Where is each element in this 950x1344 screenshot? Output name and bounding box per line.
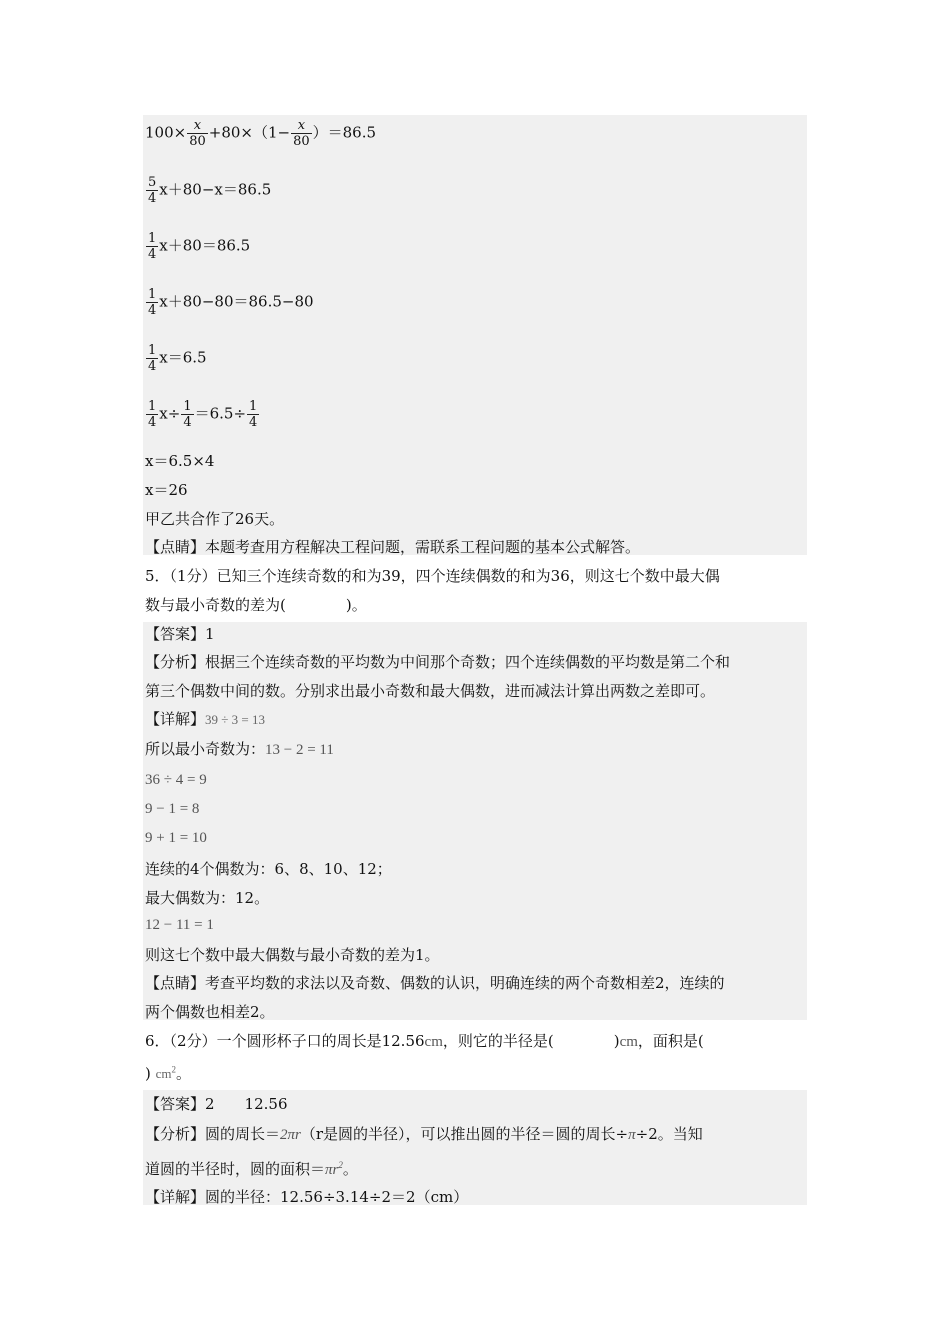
math-expression: 9 + 1 = 10: [145, 830, 207, 846]
question-5-line-2: 数与最小奇数的差为( )。: [145, 596, 367, 614]
unit-cm2: $cm^2$: [155, 1065, 177, 1082]
equation-7: x＝6.5×4: [145, 452, 215, 470]
answer-text: 【答案】1: [145, 625, 215, 643]
equation-6: $\frac{1}{4}$ x÷ $\frac{1}{4}$ ＝6.5÷ $\frac{1}{4}$: [148, 399, 258, 430]
fraction: $\frac{1}{4}$: [148, 231, 157, 262]
math-expression: 9 − 1 = 8: [145, 801, 200, 817]
equation-3: $\frac{1}{4}$ x＋80＝86.5: [148, 231, 251, 262]
circumference-formula: 2πr: [280, 1127, 301, 1143]
fraction: $\frac{x}{80}$: [189, 118, 206, 149]
analysis-line-2: 第三个偶数中间的数。分别求出最小奇数和最大偶数，进而减法计算出两数之差即可。: [145, 682, 716, 700]
fraction: $\frac{1}{4}$: [148, 343, 157, 374]
fraction: $\frac{5}{4}$: [148, 175, 157, 206]
equation-5: $\frac{1}{4}$ x＝6.5: [148, 343, 207, 374]
pi-symbol: π: [628, 1127, 636, 1143]
question-5-line-1: 5．（1分）已知三个连续奇数的和为39，四个连续偶数的和为36，则这七个数中最大偶: [145, 567, 720, 585]
area-formula: $\pi r^2$: [325, 1160, 343, 1178]
equation-1: 100× $\frac{x}{80}$ +80×（1− $\frac{x}{80}$ ）＝86.5: [145, 118, 377, 149]
equation-4: $\frac{1}{4}$ x＋80−80＝86.5−80: [148, 287, 314, 318]
unit-cm: cm: [424, 1034, 443, 1050]
math-expression: 39 ÷ 3 = 13: [205, 712, 265, 727]
equation-8: x＝26: [145, 481, 188, 499]
comment-text: 【点睛】本题考查用方程解决工程问题，需联系工程问题的基本公式解答。: [145, 538, 641, 556]
result-text: 则这七个数中最大偶数与最小奇数的差为1。: [145, 946, 440, 964]
fraction: $\frac{1}{4}$: [249, 399, 258, 430]
fraction: $\frac{1}{4}$: [148, 287, 157, 318]
question-6-line-1: 6．（2分）一个圆形杯子口的周长是12.56cm，则它的半径是( )cm，面积是(: [145, 1032, 704, 1050]
fraction: $\frac{1}{4}$: [183, 399, 192, 430]
fraction: $\frac{1}{4}$: [148, 399, 157, 430]
comment-line-1: 【点睛】考查平均数的求法以及奇数、偶数的认识，明确连续的两个奇数相差2，连续的: [145, 974, 725, 992]
detail-line: 【详解】圆的半径：12.56÷3.14÷2＝2（cm）: [145, 1188, 469, 1206]
math-expression: 36 ÷ 4 = 9: [145, 772, 207, 788]
comment-line-2: 两个偶数也相差2。: [145, 1003, 275, 1021]
question-6-line-2: ) $cm^2$。: [145, 1064, 192, 1083]
max-even-text: 最大偶数为：12。: [145, 889, 270, 907]
fraction: $\frac{x}{80}$: [293, 118, 310, 149]
min-odd-line: 所以最小奇数为：13 − 2 = 11: [145, 740, 334, 758]
unit-cm: cm: [619, 1034, 638, 1050]
analysis-line-1: 【分析】根据三个连续奇数的平均数为中间那个奇数；四个连续偶数的平均数是第二个和: [145, 653, 731, 671]
analysis-line-1: 【分析】圆的周长＝2πr（r是圆的半径），可以推出圆的半径＝圆的周长÷π÷2。当知: [145, 1125, 703, 1143]
analysis-line-2: 道圆的半径时，圆的面积$=\pi r^2$。: [145, 1160, 358, 1178]
math-expression: 13 − 2 = 11: [265, 742, 334, 758]
conclusion-text: 甲乙共合作了26天。: [145, 510, 285, 528]
evens-text: 连续的4个偶数为：6、8、10、12；: [145, 860, 392, 878]
math-expression: 12 − 11 = 1: [145, 917, 214, 933]
answer-text: 【答案】2 12.56: [145, 1095, 288, 1113]
equation-2: $\frac{5}{4}$ x＋80−x＝86.5: [148, 175, 272, 206]
detail-line: 【详解】39 ÷ 3 = 13: [145, 710, 265, 728]
